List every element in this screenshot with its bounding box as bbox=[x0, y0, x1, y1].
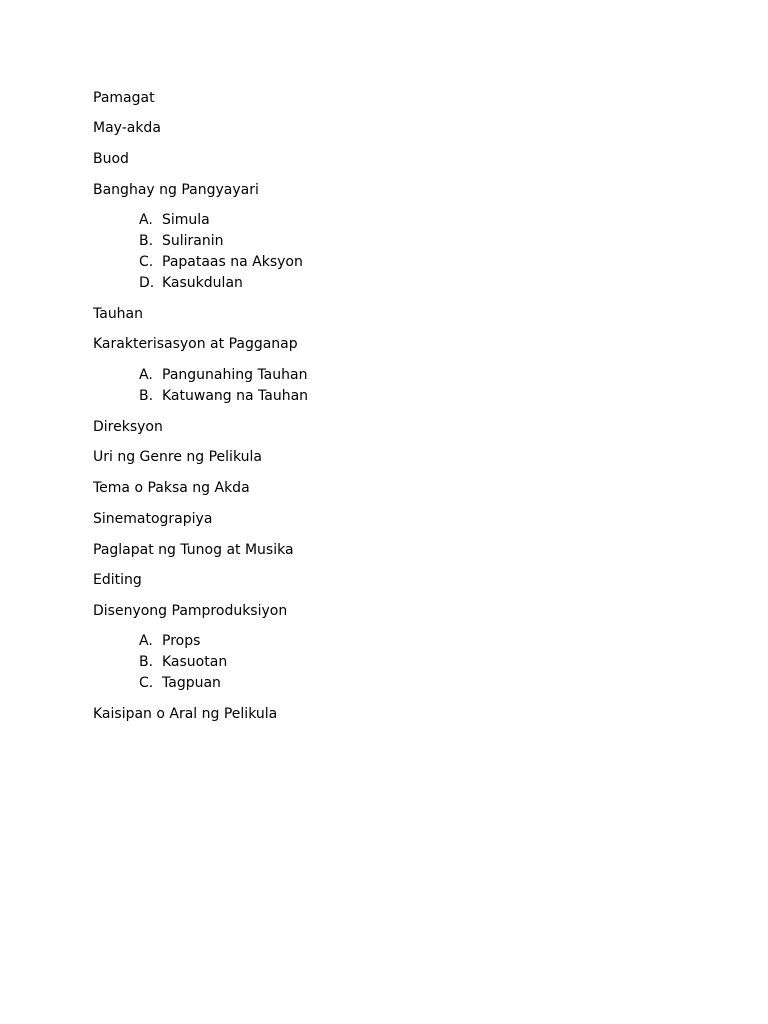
list-item: Buod bbox=[93, 151, 129, 167]
list-item: Uri ng Genre ng Pelikula bbox=[93, 449, 262, 465]
sub-list-item-text: Papataas na Aksyon bbox=[162, 254, 303, 270]
sub-list-item bbox=[139, 274, 243, 292]
list-marker: D. bbox=[139, 275, 155, 291]
list-item: May-akda bbox=[93, 120, 161, 136]
sub-list-item-text: Simula bbox=[162, 212, 210, 228]
list-item: Editing bbox=[93, 572, 142, 588]
sub-list-item-text: Kasukdulan bbox=[162, 275, 243, 291]
list-item: Tema o Paksa ng Akda bbox=[93, 480, 250, 496]
list-item: Disenyong Pamproduksiyon bbox=[93, 603, 288, 619]
list-marker: B. bbox=[139, 654, 154, 670]
sub-list-item-text: Kasuotan bbox=[162, 654, 228, 670]
list-item: Paglapat ng Tunog at Musika bbox=[93, 542, 294, 558]
list-marker: A. bbox=[139, 367, 153, 383]
list-marker: A. bbox=[139, 212, 153, 228]
list-item: Banghay ng Pangyayari bbox=[93, 182, 259, 198]
list-marker: C. bbox=[139, 254, 154, 270]
list-item: Tauhan bbox=[93, 306, 144, 322]
sub-list-item bbox=[139, 253, 303, 271]
list-marker: B. bbox=[139, 233, 154, 249]
list-marker: A. bbox=[139, 633, 153, 649]
sub-list-item bbox=[139, 211, 210, 229]
list-marker: C. bbox=[139, 675, 154, 691]
sub-list-item-text: Pangunahing Tauhan bbox=[162, 367, 308, 383]
sub-list-item bbox=[139, 632, 200, 650]
sub-list-item bbox=[139, 387, 308, 405]
list-item: Pamagat bbox=[93, 90, 155, 106]
sub-list-item bbox=[139, 653, 227, 671]
list-item: Direksyon bbox=[93, 419, 163, 435]
sub-list-item bbox=[139, 232, 224, 250]
list-item: Kaisipan o Aral ng Pelikula bbox=[93, 706, 278, 722]
sub-list-item bbox=[139, 674, 221, 692]
list-marker: B. bbox=[139, 388, 154, 404]
sub-list-item-text: Tagpuan bbox=[162, 675, 221, 691]
sub-list-item bbox=[139, 366, 307, 384]
sub-list-item-text: Katuwang na Tauhan bbox=[162, 388, 309, 404]
list-item: Sinematograpiya bbox=[93, 511, 213, 527]
sub-list-item-text: Suliranin bbox=[162, 233, 224, 249]
list-item: Karakterisasyon at Pagganap bbox=[93, 336, 298, 352]
sub-list-item-text: Props bbox=[162, 633, 201, 649]
